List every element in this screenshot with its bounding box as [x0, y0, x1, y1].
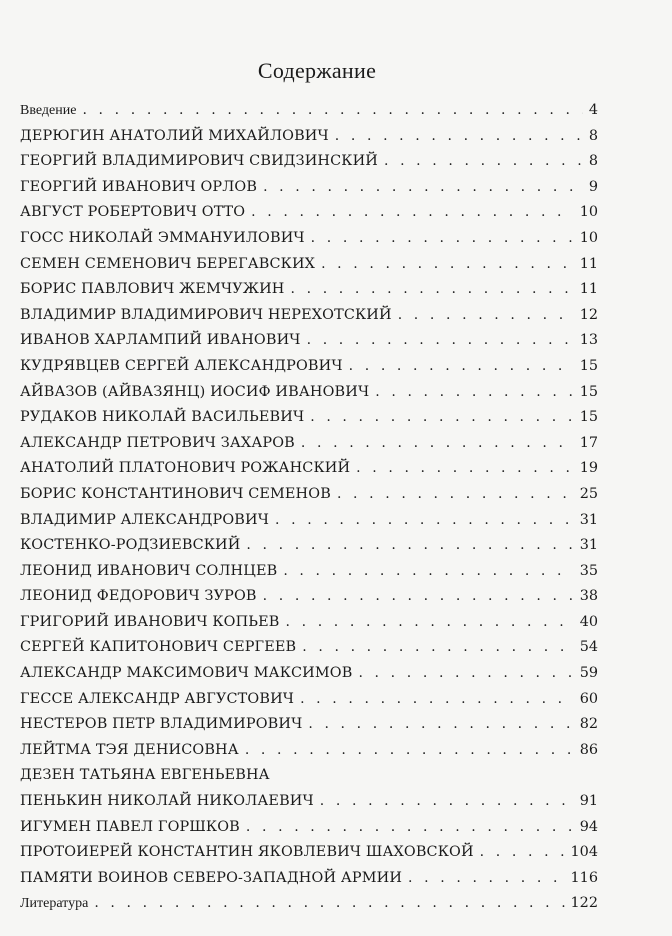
toc-entry-page-number: 15	[579, 357, 598, 374]
dot-leader	[311, 226, 574, 252]
toc-entry-title: ПАМЯТИ ВОИНОВ СЕВЕРО-ЗАПАДНОЙ АРМИИ	[20, 869, 403, 886]
dot-leader	[251, 200, 574, 226]
toc-entry-title: СЕМЕН СЕМЕНОВИЧ БЕРЕГАВСКИХ	[20, 255, 316, 272]
page-title: Содержание	[257, 58, 377, 83]
toc-entry-title: ИВАНОВ ХАРЛАМПИЙ ИВАНОВИЧ	[20, 332, 301, 349]
toc-entry-title: ПРОТОИЕРЕЙ КОНСТАНТИН ЯКОВЛЕВИЧ ШАХОВСКОЙ	[20, 844, 474, 861]
toc-entry-page-number: 10	[579, 229, 598, 246]
dot-leader	[82, 98, 582, 124]
toc-entry	[20, 252, 598, 278]
toc-entry-title: ВЛАДИМИР АЛЕКСАНДРОВИЧ	[20, 511, 270, 528]
dot-leader	[356, 456, 574, 482]
toc-entry-page-number: 94	[579, 818, 598, 835]
toc-entry-page-number: 8	[588, 127, 598, 144]
toc-entry	[20, 840, 598, 866]
toc-entry-title: РУДАКОВ НИКОЛАЙ ВАСИЛЬЕВИЧ	[20, 409, 305, 426]
toc-entry-page-number: 60	[579, 690, 598, 707]
dot-leader	[246, 533, 573, 559]
dot-leader	[302, 635, 573, 661]
dot-leader	[480, 840, 565, 866]
toc-entry	[20, 533, 598, 559]
toc-entry	[20, 328, 598, 354]
toc-entry-title: Введение	[20, 103, 77, 118]
toc-entry-title: КОСТЕНКО-РОДЗИЕВСКИЙ	[20, 537, 241, 554]
toc-entry	[20, 456, 598, 482]
dot-leader	[337, 482, 574, 508]
toc-entry	[20, 584, 598, 610]
toc-entry-page-number: 12	[579, 306, 598, 323]
dot-leader	[335, 124, 583, 150]
toc-entry-title: ГЕОРГИЙ ИВАНОВИЧ ОРЛОВ	[20, 178, 258, 195]
toc-entry	[20, 687, 598, 713]
toc-entry	[20, 789, 598, 815]
dot-leader	[245, 738, 574, 764]
toc-entry-title: ВЛАДИМИР ВЛАДИМИРОВИЧ НЕРЕХОТСКИЙ	[20, 306, 392, 323]
toc-entry-title: АЛЕКСАНДР ПЕТРОВИЧ ЗАХАРОВ	[20, 434, 295, 451]
toc-entry-title: ЛЕОНИД ФЕДОРОВИЧ ЗУРОВ	[20, 588, 257, 605]
toc-entry-page-number: 4	[588, 102, 598, 118]
toc-entry	[20, 149, 598, 175]
toc-entry	[20, 763, 598, 789]
dot-leader	[320, 789, 574, 815]
dot-leader	[300, 687, 574, 713]
dot-leader	[263, 584, 574, 610]
dot-leader	[375, 380, 573, 406]
toc-entry-title: СЕРГЕЙ КАПИТОНОВИЧ СЕРГЕЕВ	[20, 639, 297, 656]
toc-entry-page-number: 15	[579, 409, 598, 426]
dot-leader	[263, 175, 583, 201]
dot-leader	[301, 431, 574, 457]
toc-entry	[20, 815, 598, 841]
toc-entry-page-number: 104	[570, 844, 598, 861]
toc-entry	[20, 738, 598, 764]
toc-entry	[20, 891, 598, 917]
toc-entry-page-number: 11	[579, 281, 598, 298]
toc-entry-page-number: 25	[579, 485, 598, 502]
toc-entry-title: ДЕЗЕН ТАТЬЯНА ЕВГЕНЬЕВНА	[20, 767, 270, 784]
toc-entry-page-number: 38	[579, 588, 598, 605]
toc-entry	[20, 354, 598, 380]
toc-entry	[20, 508, 598, 534]
toc-entry-page-number: 116	[570, 869, 598, 886]
dot-leader	[275, 508, 574, 534]
toc-entry-page-number: 9	[588, 178, 598, 195]
dot-leader	[398, 303, 574, 329]
toc-entry-page-number: 35	[579, 562, 598, 579]
toc-entry-title: КУДРЯВЦЕВ СЕРГЕЙ АЛЕКСАНДРОВИЧ	[20, 357, 343, 374]
toc-entry	[20, 712, 598, 738]
toc-entry-page-number: 8	[588, 153, 598, 170]
toc-entry-page-number: 59	[579, 665, 598, 682]
toc-entry-page-number: 31	[579, 511, 598, 528]
toc-entry-page-number: 15	[579, 383, 598, 400]
toc-entry-page-number: 10	[579, 204, 598, 221]
toc-entry-title: АЙВАЗОВ (АЙВАЗЯНЦ) ИОСИФ ИВАНОВИЧ	[20, 383, 370, 400]
toc-entry-title: АЛЕКСАНДР МАКСИМОВИЧ МАКСИМОВ	[20, 665, 353, 682]
toc-entry	[20, 635, 598, 661]
toc-entry-title: АНАТОЛИЙ ПЛАТОНОВИЧ РОЖАНСКИЙ	[20, 460, 351, 477]
dot-leader	[408, 866, 564, 892]
toc-entry	[20, 866, 598, 892]
toc-entry	[20, 661, 598, 687]
dot-leader	[283, 559, 573, 585]
dot-leader	[307, 328, 574, 354]
toc-entry	[20, 482, 598, 508]
dot-leader	[246, 815, 574, 841]
dot-leader	[291, 277, 574, 303]
dot-leader	[310, 405, 573, 431]
toc-entry-page-number: 19	[579, 460, 598, 477]
toc-entry-title: Литература	[20, 896, 89, 912]
toc-entry-page-number: 17	[579, 434, 598, 451]
toc-entry	[20, 98, 598, 124]
toc-entry	[20, 431, 598, 457]
toc-entry-page-number: 54	[579, 639, 598, 656]
toc-entry-page-number: 40	[579, 613, 598, 630]
toc-entry	[20, 124, 598, 150]
toc-entry-page-number: 122	[570, 895, 598, 912]
toc-entry	[20, 405, 598, 431]
toc-entry	[20, 277, 598, 303]
toc-entry-title: АВГУСТ РОБЕРТОВИЧ ОТТО	[20, 204, 246, 221]
dot-leader	[349, 354, 574, 380]
table-of-contents	[20, 98, 598, 917]
toc-entry	[20, 559, 598, 585]
toc-entry-page-number: 11	[579, 255, 598, 272]
toc-entry-title: НЕСТЕРОВ ПЕТР ВЛАДИМИРОВИЧ	[20, 716, 303, 733]
dot-leader	[94, 891, 564, 917]
toc-entry-title: ПЕНЬКИН НИКОЛАЙ НИКОЛАЕВИЧ	[20, 793, 314, 810]
toc-entry-page-number: 86	[579, 741, 598, 758]
toc-entry	[20, 610, 598, 636]
toc-entry	[20, 200, 598, 226]
toc-entry-title: ДЕРЮГИН АНАТОЛИЙ МИХАЙЛОВИЧ	[20, 127, 329, 144]
toc-entry-page-number: 13	[579, 332, 598, 349]
toc-entry-title: БОРИС ПАВЛОВИЧ ЖЕМЧУЖИН	[20, 281, 285, 298]
dot-leader	[286, 610, 574, 636]
dot-leader	[358, 661, 573, 687]
toc-entry-title: ГЕССЕ АЛЕКСАНДР АВГУСТОВИЧ	[20, 690, 295, 707]
dot-leader	[384, 149, 583, 175]
toc-entry	[20, 380, 598, 406]
toc-entry	[20, 226, 598, 252]
dot-leader	[321, 252, 574, 278]
toc-entry	[20, 175, 598, 201]
toc-entry-title: ИГУМЕН ПАВЕЛ ГОРШКОВ	[20, 818, 240, 835]
dot-leader	[308, 712, 573, 738]
toc-entry-title: ГРИГОРИЙ ИВАНОВИЧ КОПЬЕВ	[20, 613, 280, 630]
toc-entry-page-number: 82	[579, 716, 598, 733]
toc-entry-title: ЛЕОНИД ИВАНОВИЧ СОЛНЦЕВ	[20, 562, 278, 579]
toc-entry-title: ГОСС НИКОЛАЙ ЭММАНУИЛОВИЧ	[20, 229, 305, 246]
toc-entry-title: ГЕОРГИЙ ВЛАДИМИРОВИЧ СВИДЗИНСКИЙ	[20, 153, 378, 170]
toc-entry-title: ЛЕЙТМА ТЭЯ ДЕНИСОВНА	[20, 741, 239, 758]
toc-entry-page-number: 91	[579, 793, 598, 810]
toc-entry-page-number: 31	[579, 537, 598, 554]
toc-entry	[20, 303, 598, 329]
toc-entry-title: БОРИС КОНСТАНТИНОВИЧ СЕМЕНОВ	[20, 485, 331, 502]
